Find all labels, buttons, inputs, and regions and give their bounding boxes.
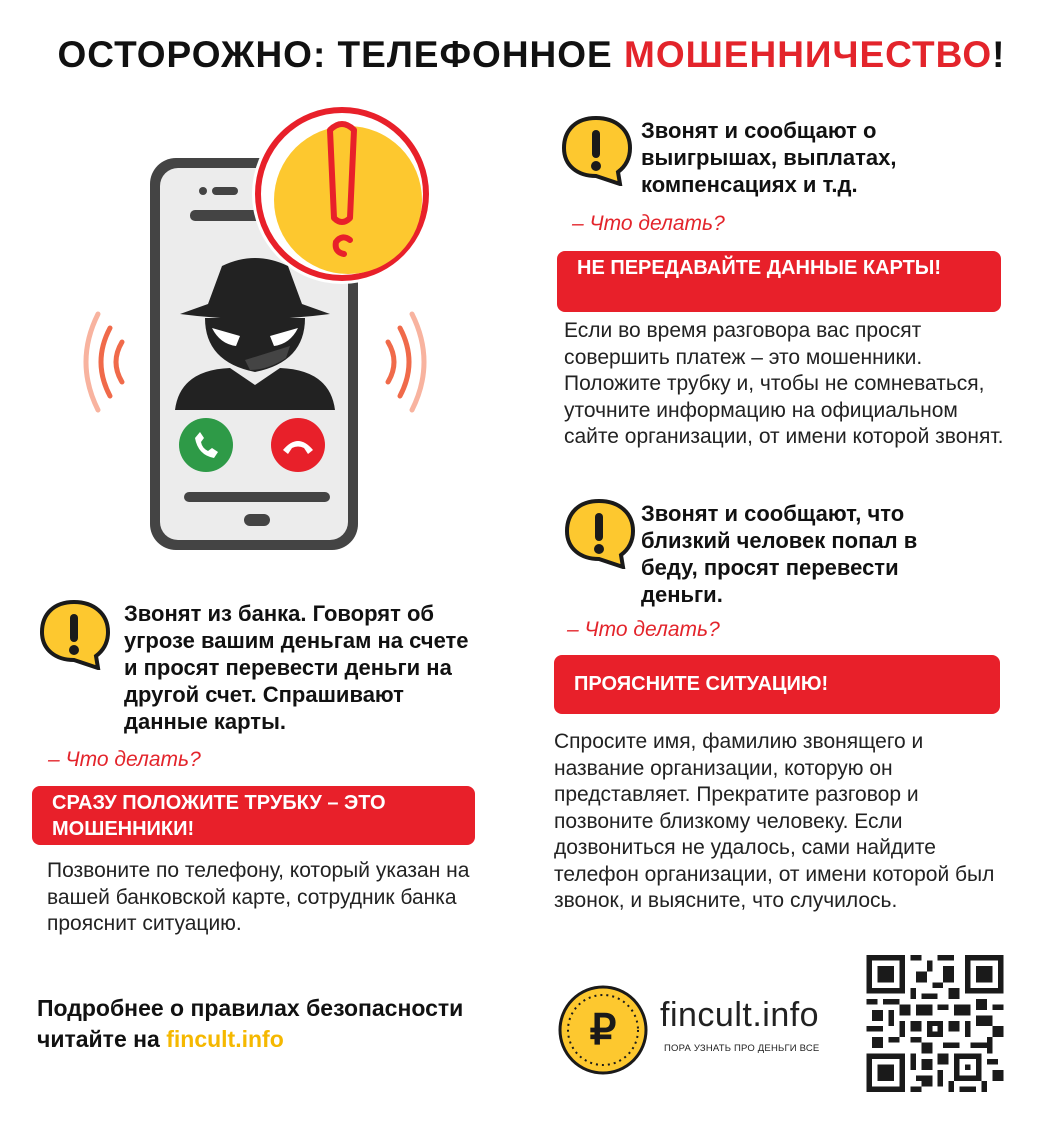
advice-text: Спросите имя, фамилию звонящего и название организации, которую он представляет. Прекратите разговор и позвоните близкому человеку. Если дозвониться не удалось, сами найдите телефон организации, от имени которой был звонок, и выясните, что случилось. (554, 730, 995, 912)
title-part-1: ОСТОРОЖНО: ТЕЛЕФОННОЕ (57, 34, 625, 75)
action-banner: НЕ ПЕРЕДАВАЙТЕ ДАННЫЕ КАРТЫ! (557, 251, 1001, 312)
footer-line-1: Подробнее о правилах безопасности (37, 995, 464, 1021)
warning-bubble-icon (560, 114, 634, 186)
scam-phone-illustration (80, 100, 450, 560)
qr-code[interactable] (865, 955, 1005, 1092)
action-banner: СРАЗУ ПОЛОЖИТЕ ТРУБКУ – ЭТО МОШЕННИКИ! (32, 786, 475, 845)
what-to-do-label: – Что делать? (567, 618, 720, 641)
case-question: Звонят и сообщают, что близкий человек попал в беду, просят перевести деньги. (641, 501, 918, 607)
case-question: Звонят и сообщают о выигрышах, выплатах, компенсациях и т.д. (641, 118, 897, 197)
ruble-coin-icon (558, 985, 648, 1075)
advice-text: Позвоните по телефону, который указан на вашей банковской карте, сотрудник банка прояснит ситуацию. (47, 859, 470, 935)
what-to-do-label: – Что делать? (572, 212, 725, 235)
action-banner: ПРОЯСНИТЕ СИТУАЦИЮ! (554, 655, 1000, 714)
case-question: Звонят из банка. Говорят об угрозе вашим деньгам на счете и просят перевести деньги на другой счет. Спрашивают данные карты. (124, 601, 469, 734)
warning-bubble-icon (38, 598, 112, 670)
warning-bubble-icon (563, 497, 637, 569)
advice-text: Если во время разговора вас просят совершить платеж – это мошенники. Положите трубку и, чтобы не сомневаться, уточните информацию на официальном сайте организации, от имени которой звонят. (564, 319, 1004, 448)
page-title (0, 34, 1063, 76)
fincult-link[interactable]: fincult.info (166, 1026, 284, 1052)
what-to-do-label: – Что делать? (48, 748, 201, 771)
footer-note (37, 993, 557, 1055)
ruble-symbol: ₽ (589, 1006, 617, 1053)
brand-logo-text: fincult.info (660, 996, 820, 1034)
title-exclamation: ! (992, 34, 1006, 75)
footer-line-2: читайте на (37, 1026, 167, 1052)
title-highlight: МОШЕННИЧЕСТВО (624, 34, 993, 75)
brand-tagline: ПОРА УЗНАТЬ ПРО ДЕНЬГИ ВСЕ (664, 1043, 820, 1054)
